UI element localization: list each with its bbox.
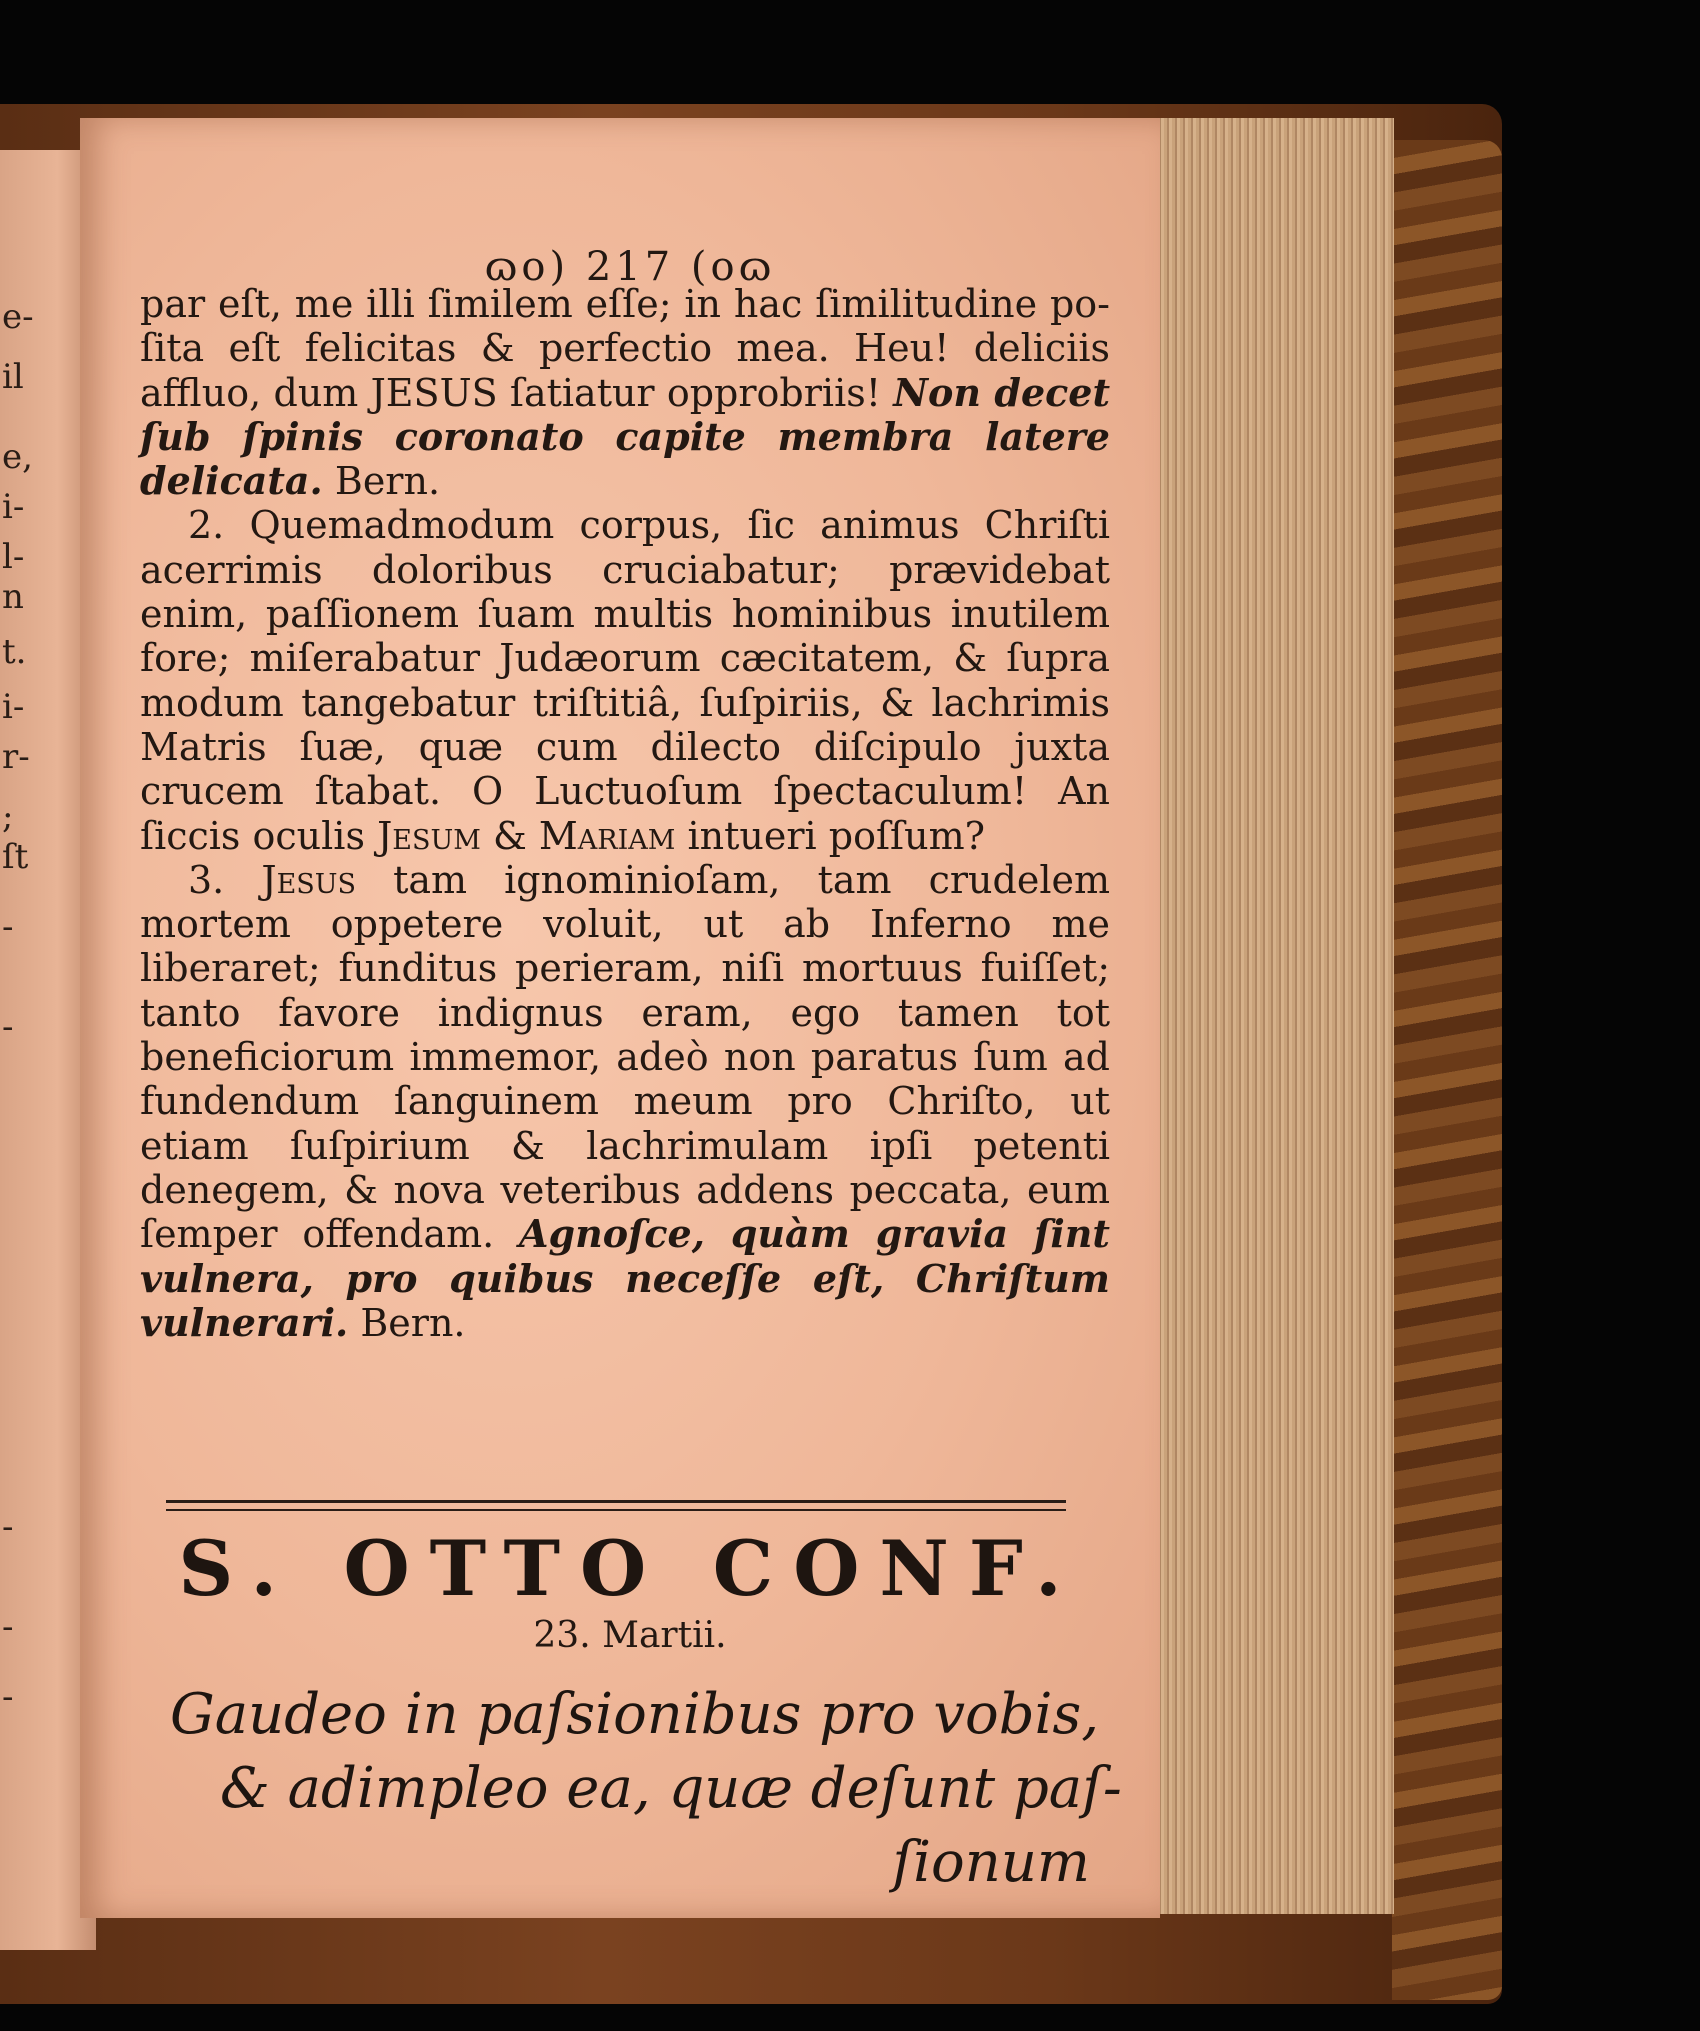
left-page-fragment: n (2, 577, 24, 617)
section-rule (166, 1500, 1066, 1511)
right-page (80, 118, 1160, 1918)
page-edges (1132, 118, 1394, 1914)
left-page-fragment: l- (2, 537, 25, 577)
para1-line: affluo, dum JESUS ſatiatur opprobriis! (140, 370, 881, 415)
para1-line: ſita eſt felicitas & perfectio mea. Heu! deliciis (140, 326, 1110, 371)
left-page-fragment: r- (2, 737, 30, 777)
para1-source: Bern. (334, 459, 441, 504)
left-page-fragment: e- (2, 297, 34, 337)
left-page-fragment: i- (2, 487, 25, 527)
left-page-fragment: e, (2, 437, 33, 477)
para3-source: Bern. (360, 1300, 466, 1345)
book-spine (1392, 140, 1502, 2000)
epigraph-line-2: & adimpleo ea, quæ deſunt paſ- (220, 1756, 1122, 1821)
body-text (140, 282, 1110, 1345)
paragraph-2 (140, 503, 1110, 857)
section-title: S. OTTO CONF. (178, 1524, 1082, 1613)
paragraph-1 (140, 282, 1110, 503)
para2-text: 2. Quemadmodum corpus, ſic animus Chriſti acerrimis doloribus cruciabatur; prævidebat enim, paſſionem ſuam multis hominibus inutilem fore; miſerabatur Judæorum cæcitatem, & ſupra modum tangebatur triſtitiâ, ſuſpiriis, & lachrimis Matris ſuæ, quæ cum dilecto diſcipulo juxta crucem ſtabat. O Luctuoſum ſpectaculum! An ſiccis oculis (140, 503, 1110, 858)
para2-end: intueri poſſum? (687, 813, 985, 858)
para3-italic-quote: Agnoſce, quàm gravia ſint vulnera, pro quibus neceſſe eſt, Chriſtum vulnerari. (140, 1211, 1110, 1345)
epigraph-line-1: Gaudeo in paſsionibus pro vobis, (170, 1682, 1100, 1747)
left-page-fragment: - (2, 1007, 14, 1047)
left-page-fragment: - (2, 1607, 14, 1647)
left-page-fragment: i- (2, 687, 25, 727)
para3-number: 3. (188, 857, 225, 902)
left-page-fragment: - (2, 1677, 14, 1717)
para2-names: Jesum & Mariam (377, 813, 676, 858)
section-date: 23. Martii. (533, 1615, 727, 1656)
para1-line: par eſt, me illi ſimilem eſſe; in hac ſimilitudine po- (140, 282, 1110, 326)
para3-name: Jesus (261, 857, 357, 902)
left-page-fragment: - (2, 1507, 14, 1547)
left-page-fragment: ; (2, 797, 14, 837)
epigraph (170, 1678, 1140, 1900)
paragraph-3 (140, 858, 1110, 1345)
left-page-fragment: t. (2, 632, 27, 672)
left-page-fragment: - (2, 907, 14, 947)
para3-text: tam ignominioſam, tam crudelem mortem oppetere voluit, ut ab Inferno me liberaret; funditus perieram, niſi mortuus fuiſſet; tanto favore indignus eram, ego tamen tot beneficiorum immemor, adeò non paratus ſum ad fundendum ſanguinem meum pro Chriſto, ut etiam ſuſpirium & lachrimulam ipſi petenti denegem, & nova veteribus addens peccata, eum ſemper offendam. (140, 857, 1110, 1257)
epigraph-line-3: ſionum (892, 1830, 1090, 1895)
left-page-fragment: ſt (2, 837, 29, 877)
page-header: ɷo) 217 (oɷ (484, 244, 776, 290)
para1-italic-quote: Non decet ſub ſpinis coronato capite membra latere delicata. (140, 369, 1110, 504)
left-page-fragment: il (2, 357, 24, 397)
